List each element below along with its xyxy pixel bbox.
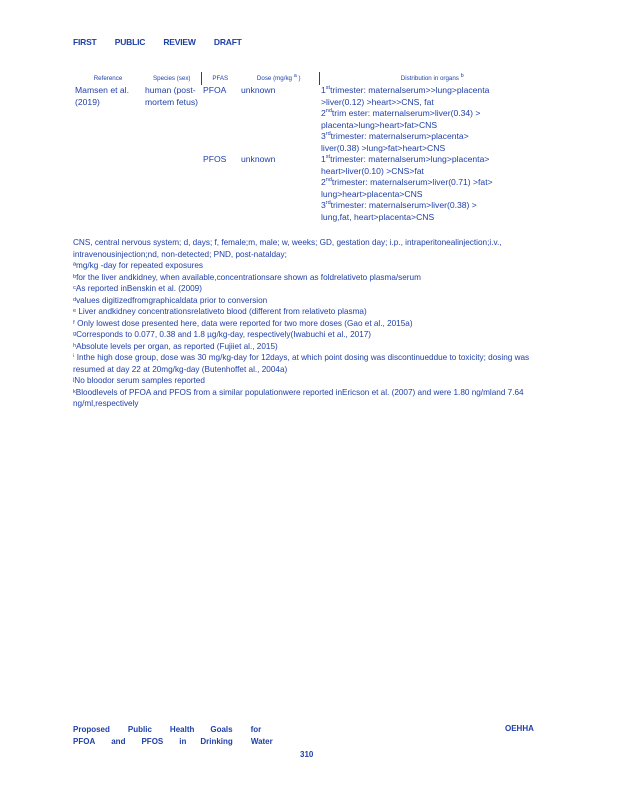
distribution-cell [319,154,545,223]
footnote: ⁱ Inthe high dose group, dose was 30 mg/kg-day for 12days, at which point dosing was discontinueddue to toxicity; dosing was resumed at day 22 at 20mg/kg-day (Butenhoffet al., 2004a) [73,353,530,374]
distribution-line: placenta>lung>heart>fat>CNS [321,119,438,130]
footnote: ªmg/kg -day for repeated exposures [73,261,204,270]
footer-word: for [250,725,262,734]
page-number: 310 [300,750,314,759]
footnote: ᶠ Only lowest dose presented here, data were reported for two more doses (Gao et al., 2015a) [73,318,413,328]
footer-word: Drinking [200,737,233,746]
distribution-line: heart>liver(0.10) >CNS>fat [321,165,424,176]
page-footer [73,724,533,748]
header-word: REVIEW [163,37,196,47]
table-row [73,85,545,154]
distribution-line: 3rdtrimester: maternalserum>placenta> [321,131,469,141]
footnote: ᵈvalues digitizedfromgraphicaldata prior to conversion [73,295,268,305]
dose-cell: unknown [241,85,276,95]
footer-word: PFOA [73,737,96,746]
distribution-line: lung>heart>placenta>CNS [321,188,423,199]
header-word: FIRST [73,37,97,47]
footnote: ᶜAs reported inBenskin et al. (2009) [73,284,202,293]
footnote: ᵏBloodlevels of PFOA and PFOS from a similar populationwere reported inEricson et al. (2007) and were 1.80 ng/mland 7.64 ng/ml,respectively [73,387,524,408]
distribution-line: 2ndtrimester: maternalserum>liver(0.71) >fat> [321,177,493,187]
footnote: ᵍCorresponds to 0.077, 0.38 and 1.8 µg/kg-day, respectively(Iwabuchi et al., 2017) [73,330,372,339]
col-pfas-header: PFAS [201,72,239,85]
col-reference-header: Reference [93,75,123,82]
footnote: ᵉ Liver andkidney concentrationsrelativeto blood (different from relativeto plasma) [73,307,367,316]
distribution-cell [319,85,545,154]
col-dose-header: Dose (mg/kg $^a$ ) [256,72,301,82]
species-cell: human (post-mortem fetus) [145,85,199,107]
distribution-line: 1sttrimester: maternalserum>lung>placenta> [321,154,490,164]
footer-word: Goals [210,725,233,734]
footer-word: Proposed [73,725,110,734]
pfas-cell: PFOA [203,85,227,95]
distribution-line: 2ndtrim ester: maternalserum>liver(0.34) > [321,108,481,118]
footnote: ʲNo bloodor serum samples reported [73,376,205,385]
distribution-line: >liver(0.12) >heart>>CNS, fat [321,96,434,107]
distribution-line: 3rdtrimester: maternalserum>liver(0.38) > [321,200,477,210]
col-species-header: Species (sex) [153,75,191,82]
reference-cell: Mamsen et al. (2019) [75,85,129,107]
col-distribution-header: Distribution in organs $^b$ [319,72,545,85]
header-word: PUBLIC [114,37,146,47]
footer-word: Public [127,725,152,734]
footnote: ᵇfor the liver andkidney, when available,concentrationsare shown as foldrelativeto plasma/serum [73,272,421,282]
header-word: DRAFT [213,37,242,47]
pfas-cell: PFOS [203,154,227,164]
footnote: ʰAbsolute levels per organ, as reported (Fujiiet al., 2015) [73,341,278,351]
distribution-line: 1sttrimester: maternalserum>>lung>placenta [321,85,490,95]
footer-word: Health [169,725,195,734]
distribution-table [73,72,545,223]
table-footnotes [73,237,543,410]
dose-cell: unknown [241,154,276,164]
footnote: CNS, central nervous system; d, days; f, female;m, male; w, weeks; GD, gestation day; i.p., intraperitonealinjection;i.v., intravenousinjection;nd, non-detected; PND, post-natalday; [73,238,502,259]
footer-word: in [179,737,187,746]
distribution-line: lung,fat, heart>placenta>CNS [321,211,435,222]
footer-word: and [111,737,126,746]
distribution-line: liver(0.38) >lung>fat>heart>CNS [321,142,446,153]
footer-org: OEHHA [505,724,534,733]
page-header [73,37,258,47]
footer-word: PFOS [141,737,164,746]
footer-word: Water [250,737,273,746]
